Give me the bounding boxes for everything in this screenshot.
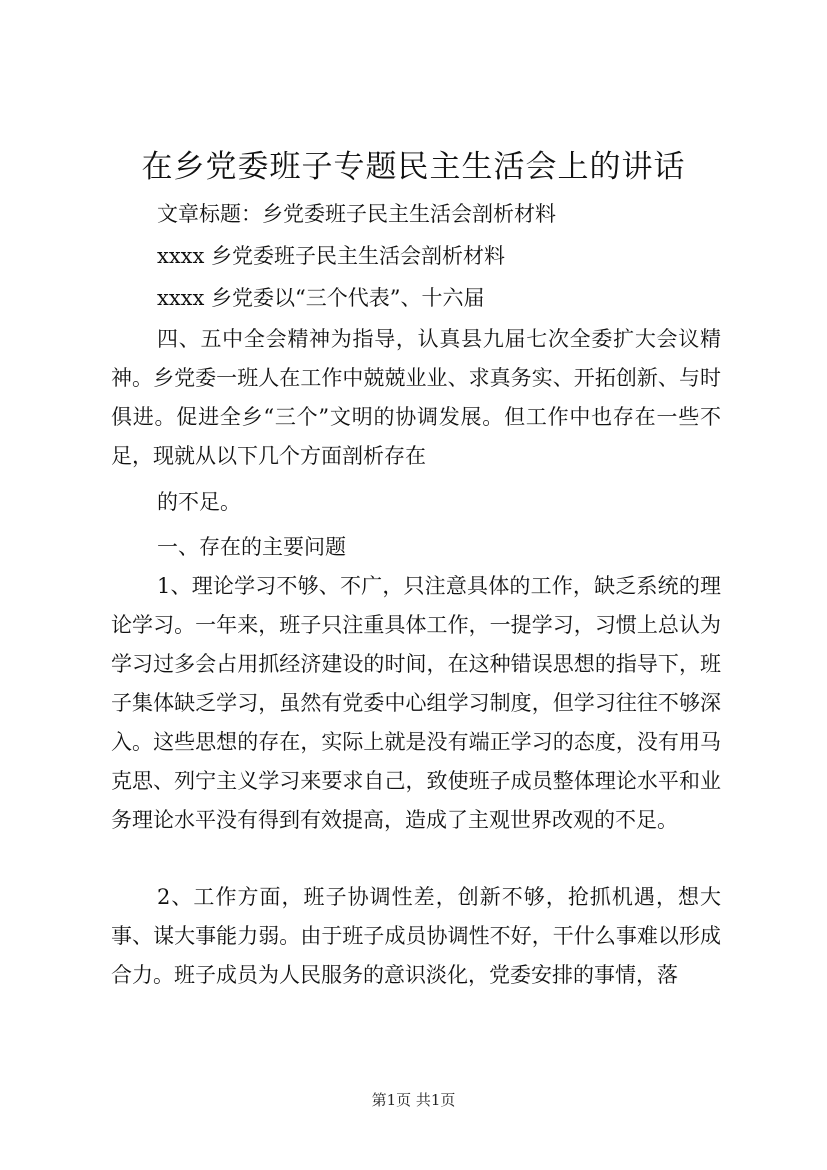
- point-2-paragraph: 2、工作方面，班子协调性差，创新不够，抢抓机遇，想大事、谋大事能力弱。由于班子成员协调性不好，干什么事难以形成合力。班子成员为人民服务的意识淡化，党委安排的事情，落: [111, 885, 721, 987]
- article-title-line: 文章标题：乡党委班子民主生活会剖析材料: [157, 202, 556, 226]
- section-heading: 一、存在的主要问题: [157, 535, 346, 559]
- document-title: 在乡党委班子专题民主生活会上的讲话: [141, 149, 686, 185]
- intro-paragraph-end: 的不足。: [157, 490, 241, 514]
- point-1-paragraph: 1、理论学习不够、不广，只注意具体的工作，缺乏系统的理论学习。一年来，班子只注重具体工作，一提学习，习惯上总认为学习过多会占用抓经济建设的时间，在这种错误思想的指导下，班子集体缺乏学习，虽然有党委中心组学习制度，但学习往往不够深入。这些思想的存在，实际上就是没有端正学习的态度，没有用马克思、列宁主义学习来要求自己，致使班子成员整体理论水平和业务理论水平没有得到有效提高，造成了主观世界改观的不足。: [111, 574, 721, 832]
- intro-paragraph: 四、五中全会精神为指导，认真县九届七次全委扩大会议精神。乡党委一班人在工作中兢兢业业、求真务实、开拓创新、与时俱进。促进全乡“三个”文明的协调发展。但工作中也存在一些不足，现就从以下几个方面剖析存在: [111, 327, 721, 468]
- heading-line-a: xxxx 乡党委班子民主生活会剖析材料: [157, 244, 506, 268]
- heading-line-b: xxxx 乡党委以“三个代表”、十六届: [157, 286, 485, 310]
- page-footer: 第1页 共1页: [371, 1091, 456, 1109]
